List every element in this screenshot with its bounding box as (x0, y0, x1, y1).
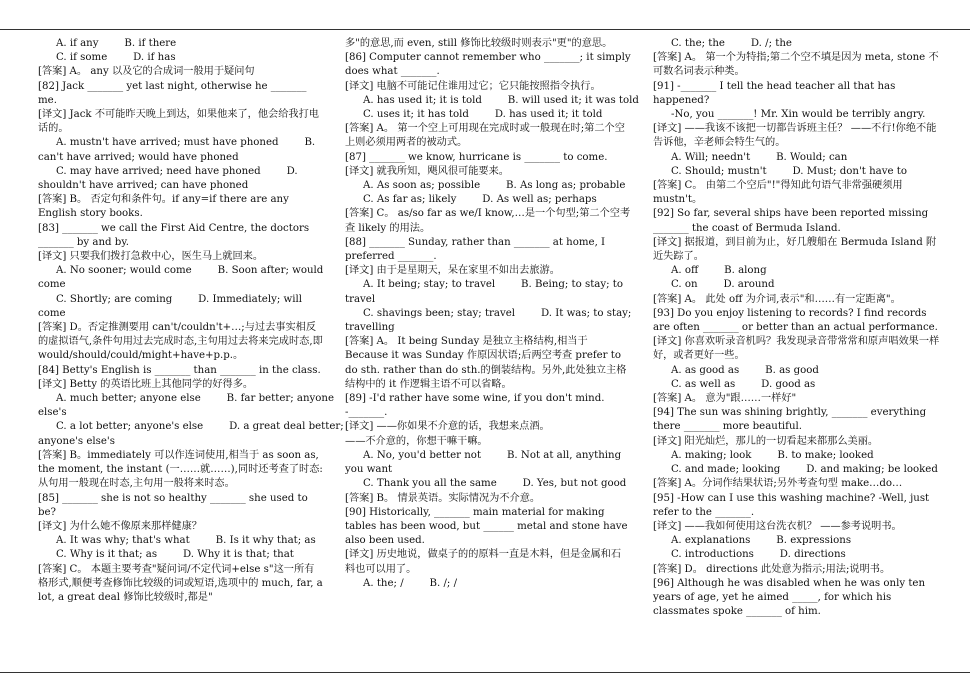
answer-option-line: A. explanations B. expressions (671, 535, 852, 547)
text-line: [译文] 就我所知，飓风很可能要来。 (345, 165, 509, 177)
answer-option-line: A. the; / B. /; / (363, 577, 458, 589)
answer-option-line: C. and made; looking D. and making; be looked (671, 464, 938, 476)
text-line: ——不介意的，你想干嘛干嘛。 (345, 435, 488, 447)
column-right (653, 37, 943, 619)
answer-option-line: C. uses it; it has told D. has used it; it told (363, 109, 603, 121)
text-line: travel (345, 293, 376, 305)
text-line: [答案] B。immediately 可以作连词使用,相当于 as soon as, the moment, the instant (一……就……),同时还考查了时态:从句用一般现在时态,主句用一般将来时态。 (38, 449, 323, 490)
text-line: [答案] A。 any 以及它的合成词一般用于疑问句 (38, 66, 255, 78)
text-line: [译文] ——你如果不介意的话，我想来点酒。 (345, 421, 550, 433)
answer-option-line: C. on D. around (671, 279, 775, 291)
column-left (38, 37, 344, 605)
text-line: [译文] 由于是星期天，呆在家里不如出去旅游。 (345, 265, 560, 277)
text-line: [答案] B。 否定句和条件句。if any=if there are any English story books. (38, 194, 289, 220)
text-line: [答案] C。 由第二个空后"!"得知此句语气非常强硬须用 mustn't。 (653, 180, 903, 206)
answer-option-line: A. Will; needn't B. Would; can (671, 151, 848, 163)
answer-option-line: C. the; the D. /; the (671, 38, 792, 49)
top-border-line (0, 29, 970, 30)
text-line: [译文] Jack 不可能昨天晚上到达，如果他来了，他会给我打电话的。 (38, 109, 319, 135)
text-line: -_______. (345, 407, 388, 419)
answer-option-line: C. As far as; likely D. As well as; perhaps (363, 194, 597, 206)
text-line: [译文] 据报道，到目前为止，好几艘船在 Bermuda Island 附近失踪了。 (653, 236, 937, 263)
text-line: [92] So far, several ships have been reported missing _______ the coast of Bermuda Island. (653, 208, 929, 234)
answer-option-line: A. has used it; it is told B. will used it; it was told (363, 94, 639, 106)
answer-option-line: A. much better; anyone else B. far better; anyone (56, 393, 335, 405)
text-line: [答案] C。 本题主要考查"疑问词/不定代词+else s"这一所有格形式,顺便考查修饰比较级的词或短语,选项中的 much, far, a lot, a great deal 修饰比较级时,都是" (38, 563, 323, 603)
text-line: [96] Although he was disabled when he was only ten years of age, yet he aimed _____, for which his classmates spoke _______ of him. (653, 577, 926, 618)
answer-option-line: A. off B. along (671, 265, 767, 277)
text-line: [87] _______ we know, hurricane is _______ to come. (345, 151, 608, 163)
text-line: can't have arrived; would have phoned (38, 151, 239, 163)
bottom-border-line (0, 672, 970, 673)
text-line: [93] Do you enjoy listening to records? I find records are often _______ or better than an actual performance. (653, 307, 938, 334)
text-line: [译文] 电脑不可能记住谁用过它；它只能按照指令执行。 (345, 80, 601, 92)
answer-option-line: C. Why is it that; as D. Why it is that; that (56, 549, 294, 561)
text-line: [译文] ——我该不该把一切都告诉班主任？ ——不行!你绝不能告诉他，辛老师会特生气的。 (653, 123, 937, 149)
text-line: anyone's else's (38, 435, 115, 447)
answer-option-line: C. Shortly; are coming D. Immediately; will (56, 293, 302, 305)
text-line: [译文] Betty 的英语比班上其他同学的好得多。 (38, 378, 254, 390)
text-line: [译文] 历史地说，做桌子的的原料一直是木料，但是金属和石料也可以用了。 (345, 549, 622, 575)
answer-option-line: A. No, you'd better not B. Not at all, anything (363, 449, 622, 461)
answer-option-line: A. No sooner; would come B. Soon after; would (56, 265, 324, 277)
text-line: [94] The sun was shining brightly, _______ everything there _______ more beautiful. (653, 407, 927, 433)
answer-option-line: -No, you _______! Mr. Xin would be terribly angry. (671, 109, 926, 121)
text-line: [答案] D。 directions 此处意为指示;用法;说明书。 (653, 563, 891, 575)
text-line: travelling (345, 322, 395, 334)
answer-option-line: C. if some D. if has (56, 52, 176, 64)
answer-option-line: A. as good as B. as good (671, 364, 819, 376)
text-line: [答案] A。 It being Sunday 是独立主格结构,相当于 Because it was Sunday 作原因状语;后两空考查 prefer to do sth. rather than do sth.的倒装结构。另外,此处独立主格结构中的 it 作逻辑主语不可以省略。 (345, 336, 627, 390)
answer-option-line: A. As soon as; possible B. As long as; probable (363, 180, 626, 192)
text-line: [答案] D。否定推测要用 can't/couldn't+…;与过去事实相反的虚拟语气,条件句用过去完成时态,主句用过去将来完成时态,即 would/should/could/might+have+p.p.。 (38, 322, 323, 362)
text-line: [译文] 只要我们拨打急救中心，医生马上就回来。 (38, 251, 264, 263)
text-line: [答案] A。 此处 off 为介词,表示"和……有一定距离"。 (653, 293, 901, 305)
text-line: [译文] 你喜欢听录音机吗？我发现录音带常常和原声唱效果一样好，或者更好一些。 (653, 336, 940, 362)
column-middle (345, 37, 639, 591)
answer-option-line: C. shavings been; stay; travel D. It was; to stay; (363, 307, 632, 319)
text-line: come (38, 279, 66, 291)
answer-option-line: A. mustn't have arrived; must have phoned B. (56, 137, 316, 149)
answer-option-line: C. Thank you all the same D. Yes, but not good (363, 478, 627, 490)
answer-option-line: A. if any B. if there (56, 38, 177, 49)
answer-option-line: A. It being; stay; to travel B. Being; to stay; to (363, 279, 624, 291)
text-line: [90] Historically, _______ main material for making tables has been wood, but ______ metal and stone have also been used. (345, 506, 628, 547)
text-line: [82] Jack _______ yet last night, otherwise he _______ me. (38, 80, 307, 106)
answer-option-line: C. may have arrived; need have phoned D. (56, 165, 298, 177)
text-line: shouldn't have arrived; can have phoned (38, 180, 249, 192)
answer-option-line: A. It was why; that's what B. Is it why that; as (56, 535, 316, 547)
answer-option-line: C. a lot better; anyone's else D. a great deal better; (56, 421, 344, 433)
answer-option-line: A. making; look B. to make; looked (671, 449, 874, 461)
text-line: you want (345, 464, 393, 476)
text-line: [84] Betty's English is _______ than _______ in the class. (38, 364, 321, 376)
text-line: else's (38, 407, 67, 419)
text-line: [91] -_______ I tell the head teacher all that has happened? (653, 80, 896, 106)
text-line: [译文] 阳光灿烂，那儿的一切看起来都那么美丽。 (653, 435, 879, 447)
text-line: [答案] A。分词作结果状语;另外考查句型 make…do… (653, 478, 903, 490)
text-line: [译文] 为什么她不像原来那样健康？ (38, 520, 202, 532)
answer-option-line: C. Should; mustn't D. Must; don't have to (671, 165, 907, 177)
answer-option-line: C. introductions D. directions (671, 549, 846, 561)
text-line: [86] Computer cannot remember who _______; it simply does what _______. (345, 52, 631, 78)
text-line: [答案] A。 意为"跟……一样好" (653, 393, 797, 405)
text-line: [83] _______ we call the First Aid Centre, the doctors _______ by and by. (38, 222, 310, 248)
text-line: [85] _______ she is not so healthy _______ she used to be? (38, 492, 308, 518)
text-line: [答案] B。 情景英语。实际情况为不介意。 (345, 492, 541, 504)
text-line: [95] -How can I use this washing machine? -Well, just refer to the _______. (653, 492, 930, 518)
answer-option-line: C. as well as D. good as (671, 378, 816, 390)
text-line: come (38, 307, 66, 319)
text-line: [89] -I'd rather have some wine, if you don't mind. (345, 393, 605, 405)
text-line: [答案] C。 as/so far as we/I know,…是一个句型;第二个空考查 likely 的用法。 (345, 208, 631, 234)
text-line: 多"的意思,而 even, still 修饰比较级时则表示"更"的意思。 (345, 38, 613, 49)
text-line: [答案] A。 第一个空上可用现在完成时或一般现在时;第二个空上则必须用两者的被动式。 (345, 123, 625, 149)
text-line: [答案] A。 第一个为特指;第二个空不填是因为 meta, stone 不可数名词表示种类。 (653, 52, 939, 78)
text-line: [译文] ——我如何使用这台洗衣机？ ——参考说明书。 (653, 520, 902, 532)
text-line: [88] _______ Sunday, rather than _______ at home, I preferred _______. (345, 236, 606, 263)
